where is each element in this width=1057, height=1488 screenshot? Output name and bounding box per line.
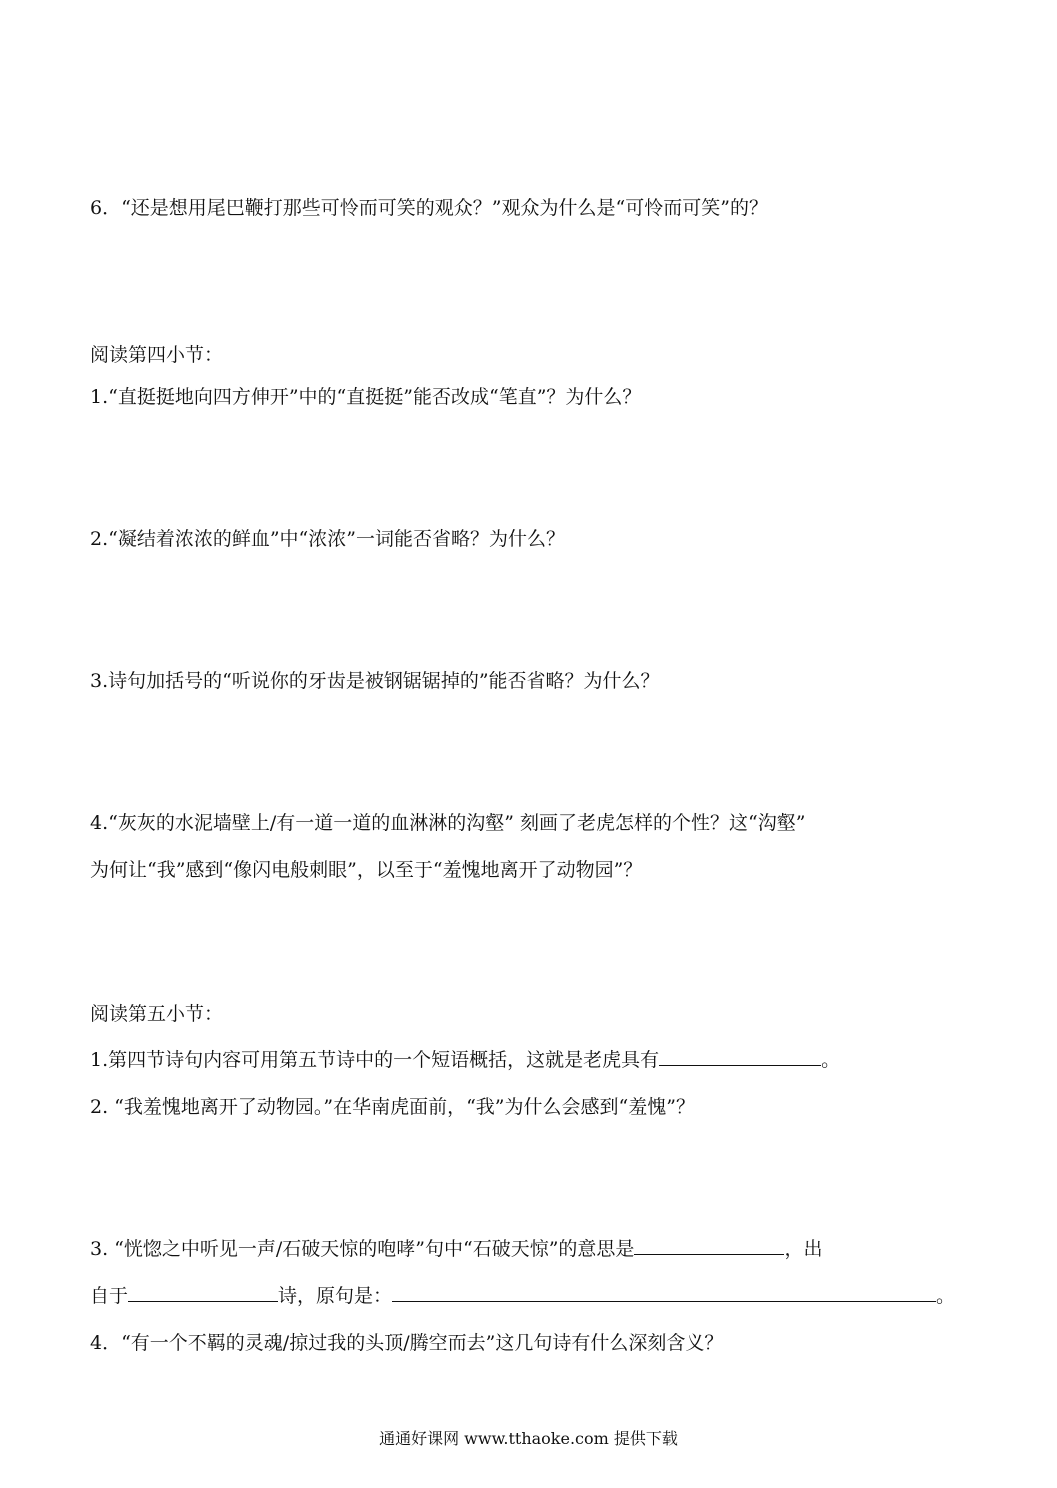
- section-4-heading: 阅读第四小节：: [90, 344, 224, 366]
- footer-download-note: 通通好课网 www.tthaoke.com 提供下载: [379, 1429, 678, 1448]
- section-5-heading: 阅读第五小节：: [90, 1003, 224, 1025]
- question-text: 1.第四节诗句内容可用第五节诗中的一个短语概括，这就是老虎具有: [90, 1049, 660, 1071]
- section-4-question-1: 1.“直挺挺地向四方伸开”中的“直挺挺”能否改成“笔直”？为什么？: [90, 386, 642, 408]
- section-4-question-3: 3.诗句加括号的“听说你的牙齿是被钢锯锯掉的”能否省略？为什么？: [90, 670, 660, 692]
- source-blank[interactable]: [128, 1283, 278, 1302]
- question-text: 诗，原句是：: [278, 1285, 393, 1307]
- section-4-question-4-line-2: 为何让“我”感到“像闪电般刺眼”，以至于“羞愧地离开了动物园”？: [90, 859, 643, 881]
- section-5-question-1: [90, 1047, 840, 1073]
- section-5-question-3-line-2: [90, 1283, 955, 1309]
- section-5-question-3-line-1: [90, 1236, 822, 1262]
- question-text: 自于: [90, 1285, 129, 1307]
- section-4-question-2: 2.“凝结着浓浓的鲜血”中“浓浓”一词能否省略？为什么？: [90, 528, 565, 550]
- punctuation: 。: [936, 1285, 956, 1307]
- original-line-blank[interactable]: [392, 1283, 936, 1302]
- section-5-question-4: 4．“有一个不羁的灵魂/掠过我的头顶/腾空而去”这几句诗有什么深刻含义？: [90, 1332, 724, 1354]
- answer-blank[interactable]: [659, 1047, 821, 1066]
- section-4-question-4-line-1: 4.“灰灰的水泥墙壁上/有一道一道的血淋淋的沟壑” 刻画了老虎怎样的个性？这“沟壑”: [90, 812, 806, 834]
- question-6: 6．“还是想用尾巴鞭打那些可怜而可笑的观众？”观众为什么是“可怜而可笑”的？: [90, 197, 768, 219]
- section-5-question-2: 2. “我羞愧地离开了动物园。”在华南虎面前，“我”为什么会感到“羞愧”？: [90, 1096, 695, 1118]
- punctuation: 。: [821, 1049, 841, 1071]
- question-text: ，出: [784, 1238, 823, 1260]
- meaning-blank[interactable]: [634, 1236, 784, 1255]
- question-text: 3. “恍惚之中听见一声/石破天惊的咆哮”句中“石破天惊”的意思是: [90, 1238, 635, 1260]
